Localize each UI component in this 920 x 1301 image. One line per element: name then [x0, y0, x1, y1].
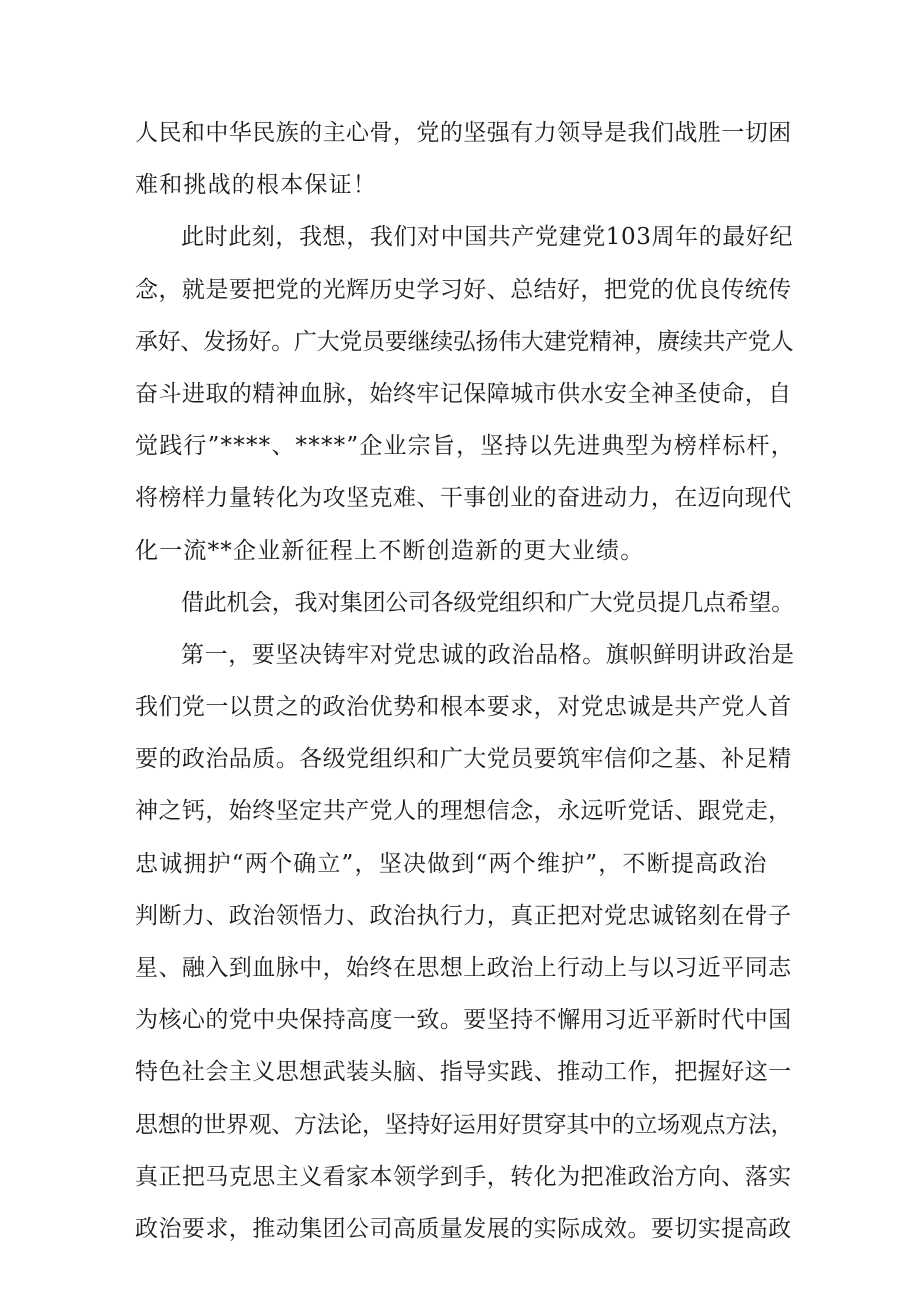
text-line: 难和挑战的根本保证！	[135, 172, 377, 199]
paragraph-first-line: 借此机会，我对集团公司各级党组织和广大党员提几点希望。	[181, 589, 794, 616]
text-line: 思想的世界观、方法论，坚持好运用好贯穿其中的立场观点方法，	[135, 1111, 794, 1138]
text-line: 忠诚拥护“两个确立”，坚决做到“两个维护”，不断提高政治	[135, 850, 768, 877]
text-line: 将榜样力量转化为攻坚克难、干事创业的奋进动力，在迈向现代	[135, 485, 792, 512]
text-line: 我们党一以贯之的政治优势和根本要求，对党忠诚是共产党人首	[135, 694, 792, 721]
text-line: 真正把马克思主义看家本领学到手，转化为把准政治方向、落实	[135, 1163, 792, 1190]
text-line: 神之钙，始终坚定共产党人的理想信念，永远听党话、跟党走，	[135, 798, 792, 825]
text-line: 化一流**企业新征程上不断创造新的更大业绩。	[135, 537, 645, 564]
text-line: 要的政治品质。各级党组织和广大党员要筑牢信仰之基、补足精	[135, 746, 792, 773]
paragraph-first-line: 此时此刻，我想，我们对中国共产党建党103周年的最好纪	[181, 224, 794, 251]
text-line: 政治要求，推动集团公司高质量发展的实际成效。要切实提高政	[135, 1215, 792, 1242]
text-line: 为核心的党中央保持高度一致。要坚持不懈用习近平新时代中国	[135, 1007, 792, 1034]
document-body	[135, 107, 795, 1255]
text-line: 承好、发扬好。广大党员要继续弘扬伟大建党精神，赓续共产党人	[135, 328, 794, 355]
text-line: 奋斗进取的精神血脉，始终牢记保障城市供水安全神圣使命，自	[135, 380, 792, 407]
text-line: 念，就是要把党的光辉历史学习好、总结好，把党的优良传统传	[135, 276, 792, 303]
paragraph-first-line: 第一，要坚决铸牢对党忠诚的政治品格。旗帜鲜明讲政治是	[181, 641, 795, 668]
text-line: 人民和中华民族的主心骨，党的坚强有力领导是我们战胜一切困	[135, 120, 792, 146]
text-line: 觉践行”****、****”企业宗旨，坚持以先进典型为榜样标杆，	[135, 433, 795, 460]
text-line: 星、融入到血脉中，始终在思想上政治上行动上与以习近平同志	[135, 955, 792, 981]
text-line: 判断力、政治领悟力、政治执行力，真正把对党忠诚铭刻在骨子	[135, 902, 792, 929]
text-line: 特色社会主义思想武装头脑、指导实践、推动工作，把握好这一	[135, 1059, 792, 1086]
